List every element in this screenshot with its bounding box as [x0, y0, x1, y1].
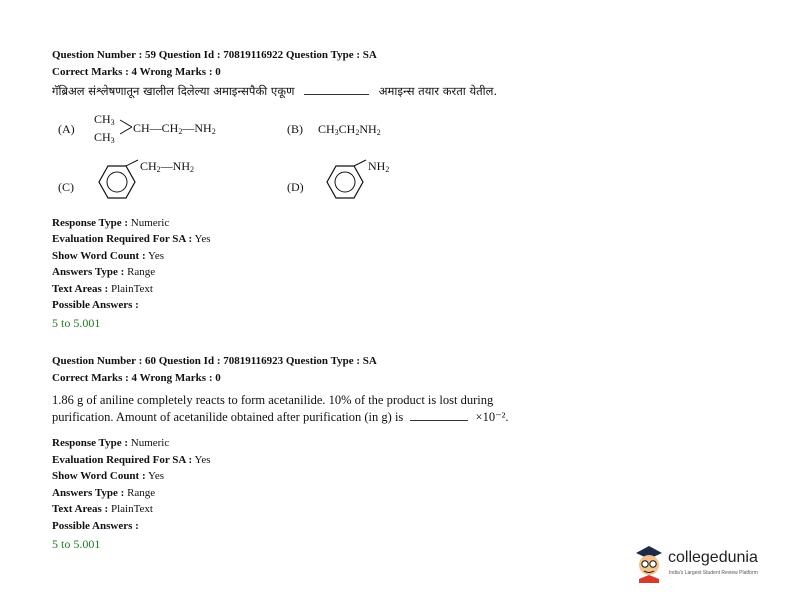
q60-evaluation: Evaluation Required For SA : Yes — [52, 454, 211, 466]
q59-option-b-formula: $CH_3CH_2NH_2$ — [318, 122, 381, 137]
q59-question-text — [52, 84, 497, 99]
q59-option-d-substituent: $NH_2$ — [368, 159, 390, 174]
q59-option-a-ch3-top: $CH_3$ — [94, 112, 115, 127]
q59-text-areas: Text Areas : PlainText — [52, 283, 153, 295]
q59-option-a-ch3-bottom: $CH_3$ — [94, 130, 115, 145]
q59-marks: Correct Marks : 4 Wrong Marks : 0 — [52, 66, 221, 78]
q59-response-type: Response Type : Numeric — [52, 217, 170, 229]
q59-option-a-chain: $CH—CH_2—NH_2$ — [133, 121, 216, 136]
q59-evaluation: Evaluation Required For SA : Yes — [52, 233, 211, 245]
q59-header: Question Number : 59 Question Id : 70819116922 Question Type : SA — [52, 49, 377, 61]
q59-text-before: गॅब्रिअल संश्लेषणातून खालील दिलेल्या अमाइन्सपैकी एकूण — [52, 84, 295, 98]
q60-line2-text: purification. Amount of acetanilide obtained after purification (in g) is — [52, 410, 404, 424]
collegedunia-logo — [632, 543, 782, 587]
q59-possible-answers-value: 5 to 5.001 — [52, 316, 101, 330]
q59-option-a-label: (A) — [58, 122, 75, 136]
q59-possible-answers-label: Possible Answers : — [52, 299, 139, 311]
q60-show-word-count: Show Word Count : Yes — [52, 470, 164, 482]
q60-header: Question Number : 60 Question Id : 70819116923 Question Type : SA — [52, 355, 377, 367]
logo-tagline: India's Largest Student Review Platform — [669, 570, 758, 576]
q59-text-after: अमाइन्स तयार करता येतील. — [378, 84, 498, 98]
q60-answers-type: Answers Type : Range — [52, 487, 156, 499]
q60-question-line1: 1.86 g of aniline completely reacts to form acetanilide. 10% of the product is lost during — [52, 393, 494, 407]
q59-option-c-label: (C) — [58, 180, 74, 194]
q60-text-areas: Text Areas : PlainText — [52, 503, 153, 515]
q59-option-d-label: (D) — [287, 180, 304, 194]
q59-option-c-substituent: $CH_2—NH_2$ — [140, 159, 195, 174]
q60-possible-answers-label: Possible Answers : — [52, 520, 139, 532]
q60-blank — [410, 412, 468, 421]
q59-answers-type: Answers Type : Range — [52, 266, 156, 278]
q60-marks: Correct Marks : 4 Wrong Marks : 0 — [52, 372, 221, 384]
q59-option-b-label: (B) — [287, 122, 303, 136]
q60-possible-answers-value: 5 to 5.001 — [52, 537, 101, 551]
q60-question-line2 — [52, 409, 509, 425]
q60-response-type: Response Type : Numeric — [52, 437, 170, 449]
logo-name: collegedunia — [668, 549, 758, 566]
q59-show-word-count: Show Word Count : Yes — [52, 250, 164, 262]
mascot-icon — [632, 543, 666, 583]
q60-factor: ×10⁻². — [475, 410, 509, 424]
q59-blank — [304, 86, 369, 95]
q59-option-a-branch-lines — [118, 117, 134, 137]
